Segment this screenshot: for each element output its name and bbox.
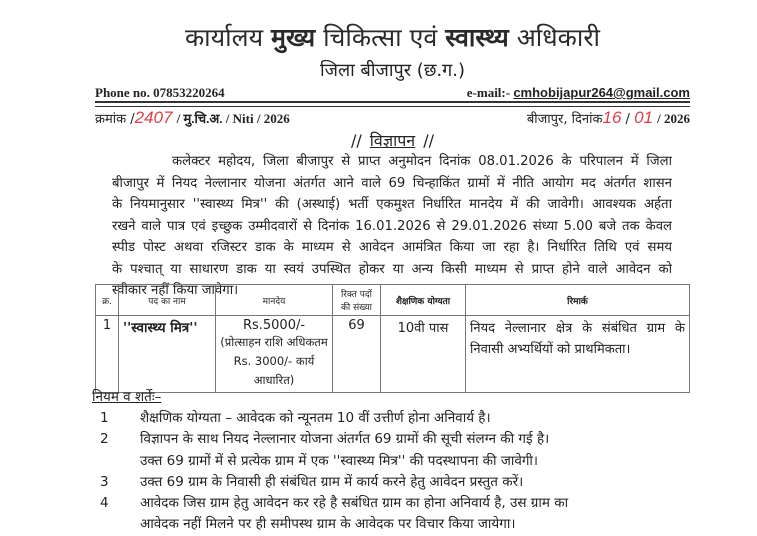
term-number: 4 <box>100 495 109 512</box>
issue-date: बीजापुर, दिनांक16 / 01 / 2026 <box>526 108 690 127</box>
title-part: स्वास्थ्य <box>445 23 509 52</box>
cell-remark: नियद नेल्लानार क्षेत्र के संबंधित ग्राम के निवासी अभ्यर्थियों को प्राथमिकता। <box>466 316 690 393</box>
header-divider <box>95 101 690 107</box>
email-label: e-mail:- <box>466 85 511 100</box>
terms-list <box>100 408 675 536</box>
date-year: / 2026 <box>657 111 690 126</box>
date-month: 01 <box>634 108 653 127</box>
body-paragraph <box>112 151 672 302</box>
term-number: 1 <box>100 410 109 426</box>
table-row <box>96 316 690 393</box>
col-header: मानदेय <box>216 285 333 316</box>
title-part: अधिकारी <box>516 23 601 52</box>
slashes: // <box>423 131 434 150</box>
para-line: कलेक्टर महोदय, जिला बीजापुर से प्राप्त अनुमोदन दिनांक 08.01.2026 के परिपालन में जिला <box>172 154 672 169</box>
para-line: बीजापुर में नियद नेल्लानार योजना अंतर्गत आने वाले 69 चिन्हाकिंत ग्रामों में नीति आयोग मद अंतर्गत शासन <box>112 175 672 191</box>
cell-sno: 1 <box>96 316 119 393</box>
term-number: 3 <box>100 473 109 490</box>
para-line: के पश्चात् या साधारण डाक या स्वयं उपस्थित होकर या अन्य किसी माध्यम से प्राप्त होने वाले आवेदन को <box>112 261 672 277</box>
vacancy-table <box>95 284 690 393</box>
date-prefix: बीजापुर, दिनांक <box>526 112 603 127</box>
term-item <box>100 472 675 493</box>
term-text: उक्त 69 ग्राम के निवासी ही संबंधित ग्राम में कार्य करने हेतु आवेदन प्रस्तुत करें। <box>140 473 524 490</box>
cell-vacancies: 69 <box>333 316 381 393</box>
term-item <box>100 429 675 450</box>
heading-text: विज्ञापन <box>369 131 416 150</box>
office-title <box>95 20 690 54</box>
date-day: 16 <box>602 108 622 127</box>
term-item <box>100 514 675 535</box>
term-text: आवेदक जिस ग्राम हेतु आवेदन कर रहे है सबंधित ग्राम का होना अनिवार्य है, उस ग्राम का <box>140 495 569 512</box>
pay-amount: Rs.5000/- <box>242 318 306 333</box>
para-line: स्पीड पोस्ट अथवा रजिस्टर डाक के माध्यम से आवेदन आमंत्रित किया जा रहा है। निर्धारित तिथि एवं समय <box>112 240 672 255</box>
term-text: शैक्षणिक योग्यता – आवेदक को न्यूनतम 10 वीं उत्तीर्ण होना अनिवार्य है। <box>140 410 491 426</box>
term-text: उक्त 69 ग्रामों में से प्रत्येक ग्राम में एक ''स्वास्थ्य मित्र'' की पदस्थापना की जावेगी। <box>140 452 539 469</box>
table-header-row <box>96 285 690 316</box>
cell-post: ''स्वास्थ्य मित्र'' <box>119 316 216 393</box>
col-header: रिमार्क <box>466 285 690 316</box>
col-header: रिक्त पदों की संख्या <box>333 285 381 316</box>
col-header: पद का नाम <box>119 285 216 316</box>
slashes: // <box>351 131 362 150</box>
col-header: शैक्षणिक योग्यता <box>381 285 466 316</box>
para-line: के नियमानुसार ''स्वास्थ्य मित्र'' की (अस्थाई) भर्ती एकमुश्त निर्धारित मानदेय में की जावेगी। आवश्यक अर्हता <box>112 197 672 212</box>
term-text: विज्ञापन के साथ नियद नेल्लानार योजना अंतर्गत 69 ग्रामों की सूची संलग्न की गई है। <box>140 431 550 448</box>
term-item <box>100 493 675 514</box>
pay-note: (प्रोत्साहन राशि अधिकतम Rs. 3000/- कार्य आधारित) <box>220 335 328 387</box>
title-part: चिकित्सा एवं <box>323 23 438 52</box>
para-line: रखने वाले पात्र एवं इच्छुक उम्मीदवारों से दिनांक 16.01.2026 से 29.01.2026 संध्या 5.00 बजे तक केवल <box>112 218 672 234</box>
term-item <box>100 408 675 429</box>
email-link[interactable]: cmhobijapur264@gmail.com <box>513 85 690 100</box>
term-number: 2 <box>100 431 109 448</box>
terms-heading: नियम व शर्तेः– <box>92 389 162 405</box>
district-subtitle: जिला बीजापुर (छ.ग.) <box>319 60 466 81</box>
advertisement-heading <box>95 129 690 151</box>
ref-suffix: / मु.चि.अ. / Niti / 2026 <box>176 111 290 126</box>
email-line <box>467 85 690 101</box>
phone-number: Phone no. 07853220264 <box>95 85 225 100</box>
reference-number <box>95 108 290 128</box>
title-part: मुख्य <box>271 23 316 52</box>
term-text: आवेदक नहीं मिलने पर ही समीपस्थ ग्राम के आवेदक पर विचार किया जायेगा। <box>140 516 516 533</box>
term-item <box>100 451 675 472</box>
title-part: कार्यालय <box>184 23 264 52</box>
col-header: क्र. <box>96 285 119 316</box>
para-line: स्वीकार नहीं किया जावेगा। <box>112 283 239 298</box>
ref-prefix: क्रमांक / <box>95 112 135 127</box>
ref-handwritten-number: 2407 <box>134 108 173 127</box>
cell-qualification: 10वी पास <box>381 316 466 393</box>
cell-pay <box>216 316 333 393</box>
